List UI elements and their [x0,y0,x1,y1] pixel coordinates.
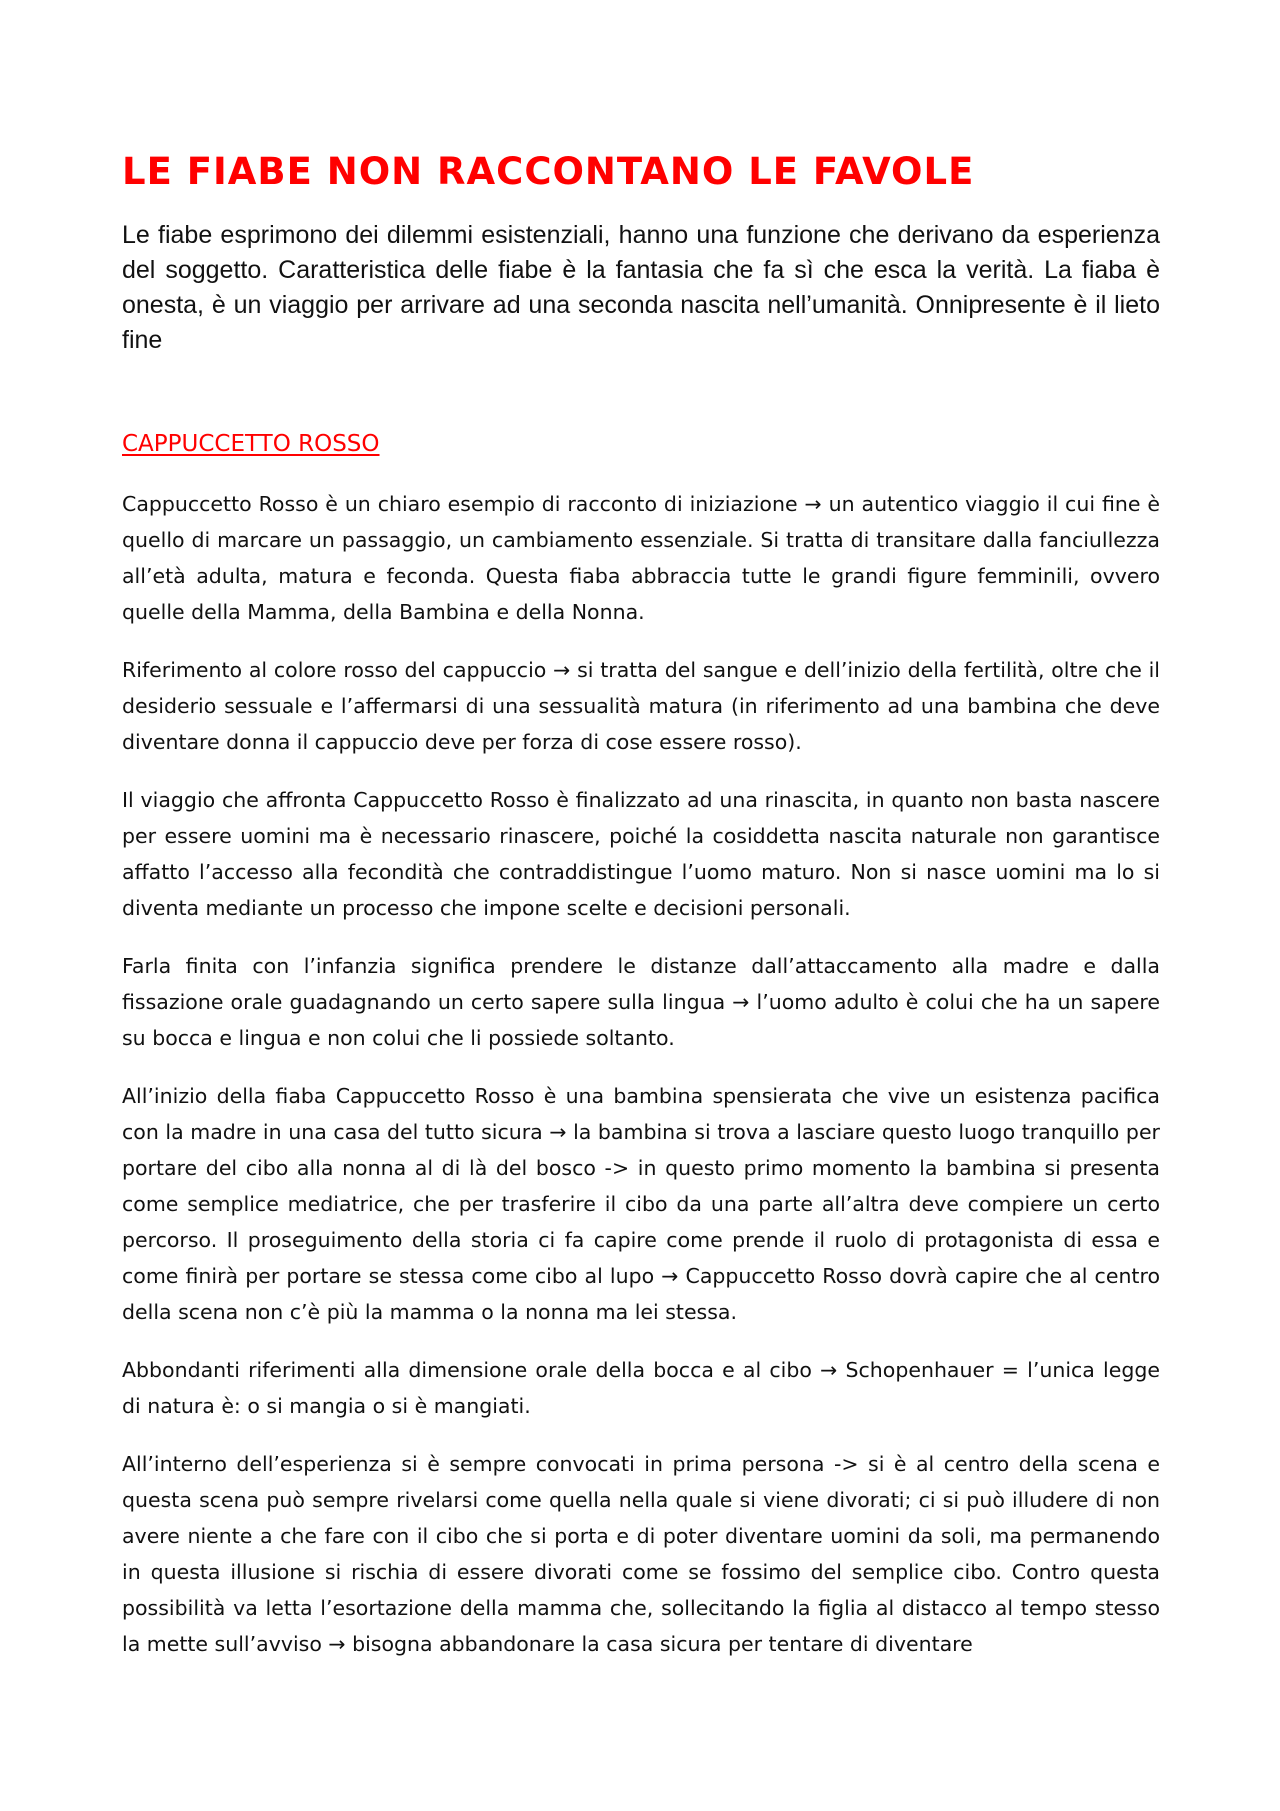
section-body [122,486,1160,1662]
intro-paragraph: Le fiabe esprimono dei dilemmi esistenziali, hanno una funzione che derivano da esperienza del soggetto. Caratteristica delle fiabe è la fantasia che fa sì che esca la verità. La fiaba è onesta, è un viaggio per arrivare ad una seconda nascita nell’umanità. Onnipresente è il lieto fine [122,221,1160,355]
body-paragraph: Farla finita con l’infanzia significa prendere le distanze dall’attaccamento alla madre e dalla fissazione orale guadagnando un certo sapere sulla lingua → l’uomo adulto è colui che ha un sapere su bocca e lingua e non colui che li possiede soltanto. [122,954,1160,1051]
body-paragraph: Abbondanti riferimenti alla dimensione orale della bocca e al cibo → Schopenhauer = l’unica legge di natura è: o si mangia o si è mangiati. [122,1358,1160,1419]
body-paragraph: Riferimento al colore rosso del cappuccio → si tratta del sangue e dell’inizio della fertilità, oltre che il desiderio sessuale e l’affermarsi di una sessualità matura (in riferimento ad una bambina che deve diventare donna il cappuccio deve per forza di cose essere rosso). [122,658,1160,755]
body-paragraph: All’inizio della fiaba Cappuccetto Rosso è una bambina spensierata che vive un esistenza pacifica con la madre in una casa del tutto sicura → la bambina si trova a lasciare questo luogo tranquillo per portare del cibo alla nonna al di là del bosco -> in questo primo momento la bambina si presenta come semplice mediatrice, che per trasferire il cibo da una parte all’altra deve compiere un certo percorso. Il proseguimento della storia ci fa capire come prende il ruolo di protagonista di essa e come finirà per portare se stessa come cibo al lupo → Cappuccetto Rosso dovrà capire che al centro della scena non c’è più la mamma o la nonna ma lei stessa. [122,1084,1160,1325]
body-paragraph: Il viaggio che affronta Cappuccetto Rosso è finalizzato ad una rinascita, in quanto non basta nascere per essere uomini ma è necessario rinascere, poiché la cosiddetta nascita naturale non garantisce affatto l’accesso alla fecondità che contraddistingue l’uomo maturo. Non si nasce uomini ma lo si diventa mediante un processo che impone scelte e decisioni personali. [122,788,1160,921]
document-title: LE FIABE NON RACCONTANO LE FAVOLE [122,150,975,193]
document-content [122,150,1160,1684]
section-heading: CAPPUCCETTO ROSSO [122,431,380,458]
body-paragraph: Cappuccetto Rosso è un chiaro esempio di racconto di iniziazione → un autentico viaggio il cui fine è quello di marcare un passaggio, un cambiamento essenziale. Si tratta di transitare dalla fanciullezza all’età adulta, matura e feconda. Questa fiaba abbraccia tutte le grandi figure femminili, ovvero quelle della Mamma, della Bambina e della Nonna. [122,492,1160,625]
body-paragraph: All’interno dell’esperienza si è sempre convocati in prima persona -> si è al centro della scena e questa scena può sempre rivelarsi come quella nella quale si viene divorati; ci si può illudere di non avere niente a che fare con il cibo che si porta e di poter diventare uomini da soli, ma permanendo in questa illusione si rischia di essere divorati come se fossimo del semplice cibo. Contro questa possibilità va letta l’esortazione della mamma che, sollecitando la figlia al distacco al tempo stesso la mette sull’avviso → bisogna abbandonare la casa sicura per tentare di diventare [122,1452,1160,1657]
